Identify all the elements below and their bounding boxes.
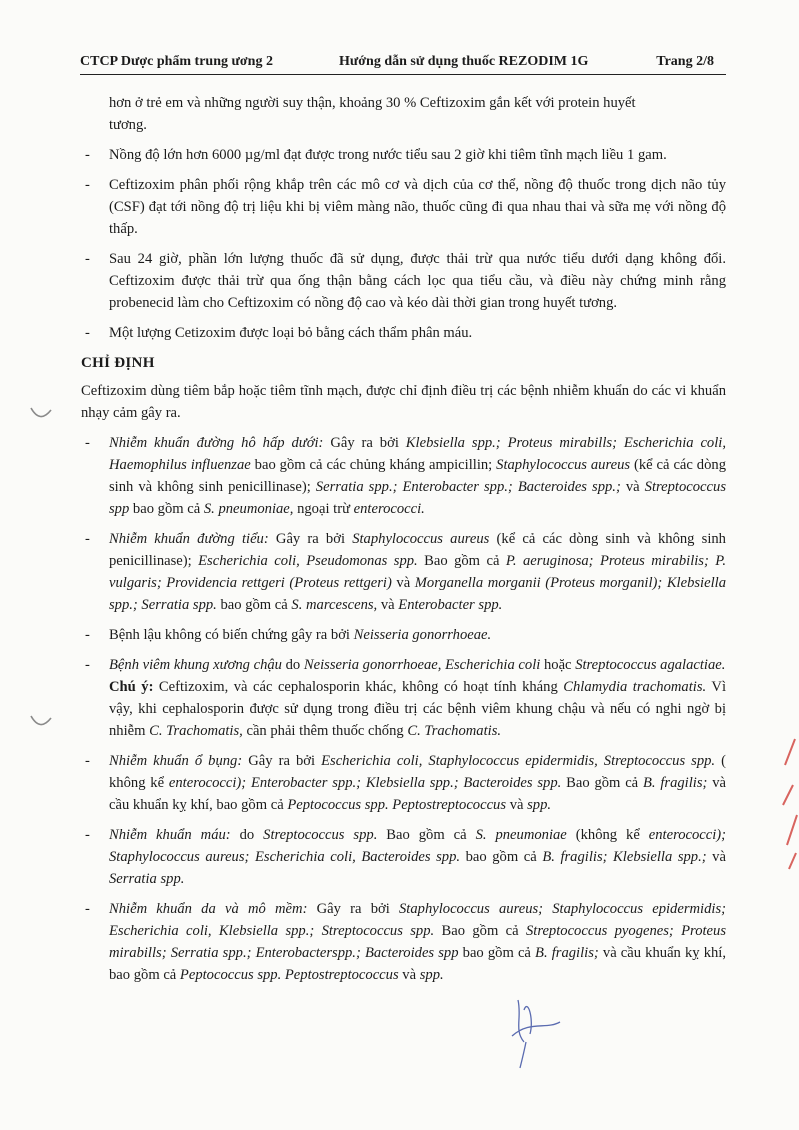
document-title: Hướng dẫn sử dụng thuốc REZODIM 1G [339, 54, 589, 69]
indication-blood: - Nhiễm khuẩn máu: do Streptococcus spp. Bao gồm cả S. pneumoniae (không kể enterococci); Staphylococcus aureus; Escherichia coli, Bacteroides spp. bao gồm cả B. fragilis; Klebsiella spp.; và Serratia spp. [85, 827, 727, 887]
chlamydia-note: Chú ý: Ceftizoxim, và các cephalosporin khác, không có hoạt tính kháng Chlamydia trachomatis. Vì vậy, khi cephalosporin được sử dụng trong điều trị các bệnh viêm khung chậu và nếu có nghi ngờ bị nhiễm C. Trachomatis, cần phải thêm thuốc chống C. Trachomatis. [109, 679, 726, 739]
pk-item-dialysis: - Một lượng Cetizoxim được loại bỏ bằng cách thẩm phân máu. [85, 325, 473, 341]
pk-item-distribution: - Ceftizoxim phân phối rộng khắp trên các mô cơ và dịch của cơ thể, nồng độ thuốc trong dịch não tủy (CSF) đạt tới nồng độ trị liệu khi bị viêm màng não, thuốc cũng đi qua nhau thai và sữa mẹ với nồng độ thấp. [85, 177, 726, 237]
continued-line-1: hơn ở trẻ em và những người suy thận, khoảng 30 % Ceftizoxim gắn kết với protein huyết [109, 95, 636, 111]
page-header [80, 52, 726, 75]
pk-item-elimination: - Sau 24 giờ, phần lớn lượng thuốc đã sử dụng, được thải trừ qua nước tiểu dưới dạng không đổi. Ceftizoxim được thải trừ qua ống thận bằng cách lọc qua tiểu cầu, và điều này chứng minh rằng probenecid làm cho Ceftizoxim có nồng độ cao và kéo dài thời gian trong huyết tương. [85, 251, 726, 311]
company-name: CTCP Dược phẩm trung ương 2 [80, 54, 273, 69]
signature-scribble [500, 990, 570, 1070]
hole-punch-mark-bottom [28, 712, 54, 732]
indication-gonorrhea: - Bệnh lậu không có biến chứng gây ra bởi Neisseria gonorrhoeae. [85, 627, 492, 643]
indication-urinary: - Nhiễm khuẩn đường tiểu: Gây ra bởi Staphylococcus aureus (kể cả các dòng sinh và không sinh penicillinase); Escherichia coli, Pseudomonas spp. Bao gồm cả P. aeruginosa; Proteus mirabilis; P. vulgaris; Providencia rettgeri (Proteus rettgeri) và Morganella morganii (Proteus morganil); Klebsiella spp.; Serratia spp. bao gồm cả S. marcescens, và Enterobacter spp. [85, 531, 726, 613]
page-number: Trang 2/8 [656, 54, 714, 69]
indication-abdominal: - Nhiễm khuẩn ổ bụng: Gây ra bởi Escherichia coli, Staphylococcus epidermidis, Streptococcus spp. ( không kể enterococci); Enterobacter spp.; Klebsiella spp.; Bacteroides spp. Bao gồm cả B. fragilis; và cầu khuẩn kỵ khí, bao gồm cả Peptococcus spp. Peptostreptococcus và spp. [85, 753, 726, 813]
indication-pelvic: - Bệnh viêm khung xương chậu do Neisseria gonorrhoeae, Escherichia coli hoặc Streptococcus agalactiae. [85, 657, 726, 673]
document-body [81, 92, 726, 994]
indications-intro: Ceftizoxim dùng tiêm bắp hoặc tiêm tĩnh mạch, được chỉ định điều trị các bệnh nhiễm khuẩn do các vi khuẩn nhạy cảm gây ra. [81, 383, 726, 421]
stamp-edge-mark [781, 735, 799, 875]
section-title-indications: CHỈ ĐỊNH [81, 355, 155, 371]
continued-line-2: tương. [109, 117, 147, 133]
pk-item-urine: - Nồng độ lớn hơn 6000 µg/ml đạt được trong nước tiểu sau 2 giờ khi tiêm tĩnh mạch liều 1 gam. [85, 147, 667, 163]
indication-respiratory: - Nhiễm khuẩn đường hô hấp dưới: Gây ra bởi Klebsiella spp.; Proteus mirabills; Escherichia coli, Haemophilus influenzae bao gồm cả các chủng kháng ampicillin; Staphylococcus aureus (kể cả các dòng sinh và không sinh penicillinase); Serratia spp.; Enterobacter spp.; Bacteroides spp.; và Streptococcus spp bao gồm cả S. pneumoniae, ngoại trừ enterococci. [85, 435, 726, 517]
hole-punch-mark-top [28, 404, 54, 424]
indication-skin: - Nhiễm khuẩn da và mô mềm: Gây ra bởi Staphylococcus aureus; Staphylococcus epidermidis; Escherichia coli, Klebsiella spp.; Streptococcus spp. Bao gồm cả Streptococcus pyogenes; Proteus mirabills; Serratia spp.; Enterobacterspp.; Bacteroides spp bao gồm cả B. fragilis; và cầu khuẩn kỵ khí, bao gồm cả Peptococcus spp. Peptostreptococcus và spp. [85, 901, 727, 983]
